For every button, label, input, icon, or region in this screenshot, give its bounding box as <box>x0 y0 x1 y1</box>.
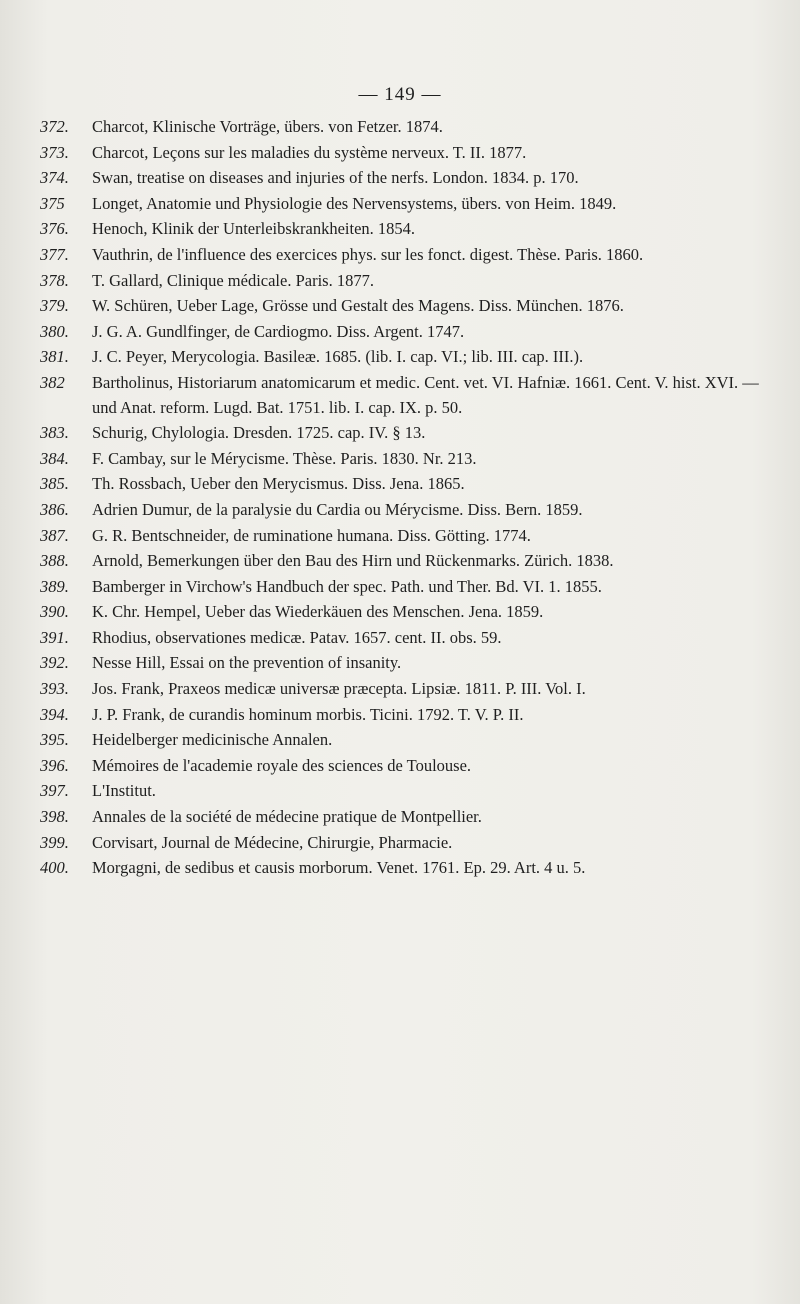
bibliography-entry <box>40 524 760 549</box>
entry-number: 400. <box>40 858 69 878</box>
entry-number: 392. <box>40 653 69 673</box>
entry-number: 395. <box>40 730 69 750</box>
entry-text: Charcot, Klinische Vorträge, übers. von Fetzer. 1874. <box>92 117 443 136</box>
entry-number: 398. <box>40 807 69 827</box>
entry-number: 382 <box>40 372 65 392</box>
bibliography-entry <box>40 805 760 830</box>
entry-number: 379. <box>40 296 69 316</box>
entry-text: L'Institut. <box>92 781 156 801</box>
entry-text: Corvisart, Journal de Médecine, Chirurgie, Pharmacie. <box>92 832 453 852</box>
entry-text: T. Gallard, Clinique médicale. Paris. 1877. <box>92 270 374 290</box>
bibliography-entry <box>40 831 760 856</box>
entry-number: 391. <box>40 627 69 647</box>
entry-text: Adrien Dumur, de la paralysie du Cardia ou Mérycisme. Diss. Bern. 1859. <box>92 499 583 519</box>
entry-text: Bartholinus, Historiarum anatomicarum et medic. Cent. vet. VI. Hafniæ. 1661. Cent. V. hist. XVI. — und Anat. reform. Lugd. Bat. 1751. lib. I. cap. IX. p. 50. <box>92 372 759 417</box>
bibliography-list <box>40 115 760 882</box>
bibliography-entry <box>40 421 760 446</box>
entry-number: 386. <box>40 499 69 519</box>
entry-text: Arnold, Bemerkungen über den Bau des Hirn und Rückenmarks. Zürich. 1838. <box>92 551 614 571</box>
bibliography-entry <box>40 320 760 345</box>
entry-number: 381. <box>40 347 69 367</box>
entry-text: Morgagni, de sedibus et causis morborum. Venet. 1761. Ep. 29. Art. 4 u. 5. <box>92 858 586 878</box>
entry-number: 383. <box>40 423 69 443</box>
bibliography-entry <box>40 166 760 191</box>
entry-number: 380. <box>40 321 69 341</box>
entry-text: J. G. A. Gundlfinger, de Cardiogmo. Diss. Argent. 1747. <box>92 321 465 341</box>
bibliography-entry <box>40 472 760 497</box>
entry-text: G. R. Bentschneider, de ruminatione humana. Diss. Götting. 1774. <box>92 525 531 545</box>
bibliography-entry <box>40 677 760 702</box>
entry-number: 387. <box>40 525 69 545</box>
bibliography-entry <box>40 345 760 370</box>
entry-number: 396. <box>40 755 69 775</box>
bibliography-entry <box>40 728 760 753</box>
page-number: — 149 — <box>358 84 442 105</box>
entry-text: Heidelberger medicinische Annalen. <box>92 730 333 750</box>
entry-text: Longet, Anatomie und Physiologie des Nervensystems, übers. von Heim. 1849. <box>92 193 617 213</box>
bibliography-entry <box>40 243 760 268</box>
bibliography-entry <box>40 192 760 217</box>
bibliography-entry <box>40 217 760 242</box>
entry-text: Jos. Frank, Praxeos medicæ universæ præcepta. Lipsiæ. 1811. P. III. Vol. I. <box>92 679 586 699</box>
entry-number: 377. <box>40 244 69 264</box>
entry-number: 397. <box>40 781 69 801</box>
entry-number: 375 <box>40 193 65 213</box>
bibliography-entry <box>40 141 760 166</box>
entry-number: 385. <box>40 474 69 494</box>
bibliography-entry <box>40 703 760 728</box>
entry-text: Schurig, Chylologia. Dresden. 1725. cap. IV. § 13. <box>92 423 426 443</box>
bibliography-entry <box>40 600 760 625</box>
entry-text: Swan, treatise on diseases and injuries of the nerfs. London. 1834. p. 170. <box>92 168 579 188</box>
entry-text: Henoch, Klinik der Unterleibskrankheiten. 1854. <box>92 219 416 239</box>
bibliography-entry <box>40 498 760 523</box>
entry-number: 373. <box>40 142 69 162</box>
entry-text: K. Chr. Hempel, Ueber das Wiederkäuen des Menschen. Jena. 1859. <box>92 602 544 622</box>
bibliography-entry <box>40 371 760 420</box>
bibliography-entry <box>40 779 760 804</box>
bibliography-entry <box>40 549 760 574</box>
entry-text: Mémoires de l'academie royale des sciences de Toulouse. <box>92 755 472 775</box>
entry-number: 374. <box>40 168 69 188</box>
entry-text: Vauthrin, de l'influence des exercices phys. sur les fonct. digest. Thèse. Paris. 1860. <box>92 244 644 264</box>
bibliography-entry <box>40 651 760 676</box>
entry-text: J. C. Peyer, Merycologia. Basileæ. 1685. (lib. I. cap. VI.; lib. III. cap. III.). <box>92 347 584 367</box>
entry-number: 378. <box>40 270 69 290</box>
entry-text: Th. Rossbach, Ueber den Merycismus. Diss. Jena. 1865. <box>92 474 465 494</box>
entry-number: 372. <box>40 117 69 136</box>
entry-number: 384. <box>40 448 69 468</box>
entry-text: Bamberger in Virchow's Handbuch der spec. Path. und Ther. Bd. VI. 1. 1855. <box>92 576 602 596</box>
bibliography-entry <box>40 754 760 779</box>
entry-text: J. P. Frank, de curandis hominum morbis. Ticini. 1792. T. V. P. II. <box>92 704 524 724</box>
bibliography-entry <box>40 269 760 294</box>
entry-number: 390. <box>40 602 69 622</box>
bibliography-entry <box>40 626 760 651</box>
entry-number: 376. <box>40 219 69 239</box>
bibliography-entry <box>40 856 760 881</box>
entry-text: Annales de la société de médecine pratique de Montpellier. <box>92 807 482 827</box>
entry-text: F. Cambay, sur le Mérycisme. Thèse. Paris. 1830. Nr. 213. <box>92 448 477 468</box>
entry-number: 388. <box>40 551 69 571</box>
entry-number: 393. <box>40 679 69 699</box>
bibliography-entry <box>40 294 760 319</box>
bibliography-entry <box>40 447 760 472</box>
entry-text: Rhodius, observationes medicæ. Patav. 1657. cent. II. obs. 59. <box>92 627 502 647</box>
entry-number: 389. <box>40 576 69 596</box>
bibliography-entry <box>40 115 760 140</box>
entry-text: Charcot, Leçons sur les maladies du système nerveux. T. II. 1877. <box>92 142 527 162</box>
entry-text: W. Schüren, Ueber Lage, Grösse und Gestalt des Magens. Diss. München. 1876. <box>92 296 624 316</box>
entry-number: 399. <box>40 832 69 852</box>
bibliography-entry <box>40 575 760 600</box>
entry-number: 394. <box>40 704 69 724</box>
entry-text: Nesse Hill, Essai on the prevention of insanity. <box>92 653 402 673</box>
